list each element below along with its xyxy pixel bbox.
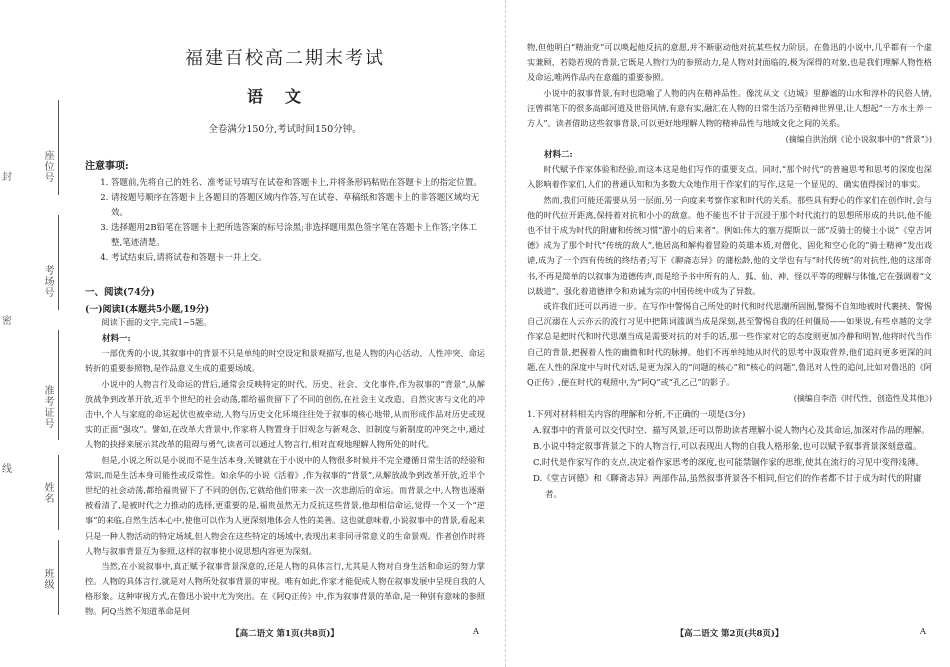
paragraph: 小说中的人物言行及命运的背后,通常会反映特定的时代、历史、社会、文化事件,作为叙事的“背景”,从解放战争到改革开放,近半个世纪的社会动荡,都给福贵留下了不同的创伤,在社会主义改造、自然灾害与文化的冲击中,个人与家庭的命运起伏也被牵动,人物与历史文化环境往往处于叙事的核心地带,从而形成作品对历史或现实的正面“强攻”。譬如,在改革大背景中,作家将人物置身于旧观念与新观念、旧制度与新制度的冲突之中,通过人物的抉择来展示其改革的阻碍与勇气,读者可以通过人物言行,相对直观地理解人物所处的时代。 [85,378,485,450]
exam-room-field-line[interactable] [58,215,59,310]
paragraph: 一部优秀的小说,其叙事中的背景不只是单纯的时空设定和景观描写,也是人物的内心活动、人性冲突、命运转折的重要参照物,是作品意义生成的重要场域。 [85,348,485,374]
source-citation: (摘编自洪治纲《论小说叙事中的“背景”》) [785,135,932,145]
footer-version: A [472,627,479,637]
page-footer [527,627,932,639]
paragraph: 小说中的叙事背景,有时也隐喻了人物的内在精神品性。像沈从文《边城》里静谧的山水和淳朴的民俗人情,汪曾祺笔下的很多高邮河道及世俗风情,有意有实,融汇在人物的日常生活乃至精神世界里,让人想起“一方水土养一方人”。读者借助这些叙事背景,可以更好地理解人物的精神品性与地域文化之间的关系。 [527,87,932,129]
notes-title: 注意事项: [85,161,129,172]
answer-option-a[interactable]: A.叙事中的背景可以交代时空、描写风景,还可以帮助读者理解小说人物内心及其命运,加深对作品的理解。 [533,426,930,437]
seat-field-line[interactable] [58,100,59,195]
seat-label: 座位号 [42,150,53,183]
footer-page-number: 【高二语文 第1页(共8页)】 [231,629,339,639]
paragraph: 时代赋予作家体验和经验,而这本这是他们写作的重要支点。同时,“那个时代”的普遍思考和思考的深度也深入影响着作家们,人们的普通认知和为多数大众地作用于作家们的写作,这是一个显见的、确实值得探讨的事实。 [527,164,932,190]
exam-meta: 全卷满分150分,考试时间150分钟。 [208,124,362,135]
name-label: 姓名 [42,482,53,504]
answer-option-b[interactable]: B.小说中特定叙事背景之下的人物言行,可以表现出人物的自我人格形象,也可以赋予叙事背景深刻意蕴。 [533,442,922,453]
answer-option-d[interactable]: D.《堂吉诃德》和《聊斋志异》两部作品,虽然叙事背景各不相同,但它们的作者都不甘于成为时代的附庸者。 [533,474,922,501]
material-label: 材料二: [544,150,573,161]
footer-version: A [919,627,926,637]
exam-room-label: 考场号 [42,265,53,298]
paragraph: 但是,小说之所以是小说而不是生活本身,关键就在于小说中的人物很多时候并不完全遵循日常生活的经验和常识,而是生活本身可能性或反常性。如余华的小说《活着》,作为叙事的“背景”,从解放战争到改革开放,近半个世纪的社会动荡,都给福贵留下了不同的创伤,它就给他们带来一次一次悲剧后的命运。而背景之中,人物也逐渐被看清了,是被时代之力推动的选择,更重要的是,福贵虽然无力反抗这些背景,他却相信命运,觉得一个又一个“逆事”的来临,自然生活本心中,使他可以作为人更深刻地体会人性的美善。这也就意味着,小说叙事中的背景,看起来只是一种人物活动的特定场域,但人物会在这些特定的场域中,表现出来非同寻常意义的生命景观。作者创作时将人物与叙事背景互为参照,这样的叙事使小说思想内容更为深刻。 [85,454,485,556]
seal-char: 线 [2,464,12,475]
seal-char: 封 [2,172,12,183]
class-label: 班级 [42,568,53,590]
ticket-label: 准考证号 [42,385,53,429]
instruction: 阅读下面的文字,完成1~5题。 [101,317,212,327]
subsection-heading: (一)阅读Ⅰ(本题共5小题,19分) [85,305,210,315]
note-item: 3. 选择题用2B铅笔在答题卡上把所选答案的标号涂黑;非选择题用黑色签字笔在答题卡上作答;字体工整,笔迹清楚。 [111,221,485,251]
paragraph: 当然,在小说叙事中,真正赋予叙事背景深意的,还是人物的具体言行,尤其是人物对自身生活和命运的努力掌控。人物的具体言行,就是对人物所处叙事背景的审视。唯有如此,作家才能促成人物在叙事发展中呈现自我的人格形象。这种审视方式,在鲁迅小说中尤为突出。在《阿Q正传》中,作为叙事背景的革命,是一种别有意味的参照物。阿Q当然不知道革命是何 [85,560,485,617]
answer-option-c[interactable]: C.时代是作家写作的支点,决定着作家思考的深度,也可能禁锢作家的思维,使其在流行的习见中变得浅薄。 [533,458,925,469]
exam-title: 福建百校高二期末考试 [185,48,385,69]
page-footer [85,627,485,639]
question-stem: 1.下列对材料相关内容的理解和分析,不正确的一项是(3分) [527,410,746,421]
source-citation: (摘编自李浩《时代性、创造性及其他》) [793,394,932,404]
subject-title: 语文 [246,87,323,106]
ticket-field-line[interactable] [58,330,59,440]
binding-margin [0,0,80,667]
notes-list [85,176,485,266]
page-1 [85,0,485,667]
note-item: 4. 考试结束后,请将试卷和答题卡一并上交。 [111,251,485,266]
name-field-line[interactable] [58,455,59,530]
note-item: 2. 请按题号顺序在答题卡上各题目的答题区域内作答,写在试卷、草稿纸和答题卡上的非答题区域均无效。 [111,191,485,221]
page-divider [505,0,506,667]
paragraph: 然而,我们可能还需要从另一层面,另一向度来考察作家和时代的关系。那些具有野心的作家们在创作时,会与他的时代拉开距离,保持着对抗和小小的敌意。他不能也不甘于沉浸于那个时代流行的思想所形成的共识,他不能也不甘于成为时代的附庸和传统习惯“游小的后来者”。例如:伟大的塞万提斯以一部“反骑士的骑士小说”《堂吉诃德》成为了那个时代“传统的敌人”,他居高和解构着冒险的英雄本质,对僧化、固化和空心化的“骑士精神”发出戏谑,成为了一个四有传统的终结者;写下《聊斋志异》的蒲松龄,他的文学也有与“时代传统”的对抗性,他的这部奇书,不再是简单的以叙事为道德传声,而是给予书中所有的人、狐、仙、神、怪以平等的理解与体恤,它在强调着“文以载道”、强化着道德律令和劝诫为宗的中国传统中成为了异数。 [527,194,932,296]
section-heading: 一、阅读(74分) [85,287,155,298]
paragraph: 或许我们还可以再进一步。在写作中警惕自己所处的时代和时代思潮所固囿,警惕不自知地被时代裹挟、警惕自己沉溺在人云亦云的流行习见中把陈词滥调当成是深刻,甚至警惕自我的任何僵局——如果说,有些卓越的文学作家总是把时代和时代思潮当成是需要对抗的对手的话,那一些作家对它的态度则更加冷静和明智,他将时代当作自己的背景,把握着人性的幽微和时代的脉搏。他们不再单纯地从时代的思考中汲取营养,他们追问更多更深的问题,在人性的深度中与时代对话,是更为深入的“问题的核心”和“核心的问题”,鲁迅对人性的追问,比如对鲁迅的《阿Q正传》,便在时代的观照中,为“阿Q”或“孔乙己”的影子。 [527,301,932,388]
class-field-line[interactable] [58,540,59,615]
page-2 [527,0,932,667]
material-label: 材料一: [102,334,131,345]
footer-page-number: 【高二语文 第2页(共8页)】 [675,629,784,639]
seal-char: 密 [2,316,12,327]
paragraph: 物,但他明白“精油党”可以唤起他反抗的意愿,并不断驱动他对抗某些权力阶层。在鲁迅的小说中,几乎都有一个虚实兼顾、若隐若现的背景,它既是人物行为的参照动力,是人物对封面临的,极为深得的对象,也是我们理解人物性格及命运,唯两作品内在意蕴的重要参照。 [527,42,932,83]
note-item: 1. 答题前,先将自己的姓名、准考证号填写在试卷和答题卡上,并将条形码粘贴在答题卡上的指定位置。 [111,176,485,191]
